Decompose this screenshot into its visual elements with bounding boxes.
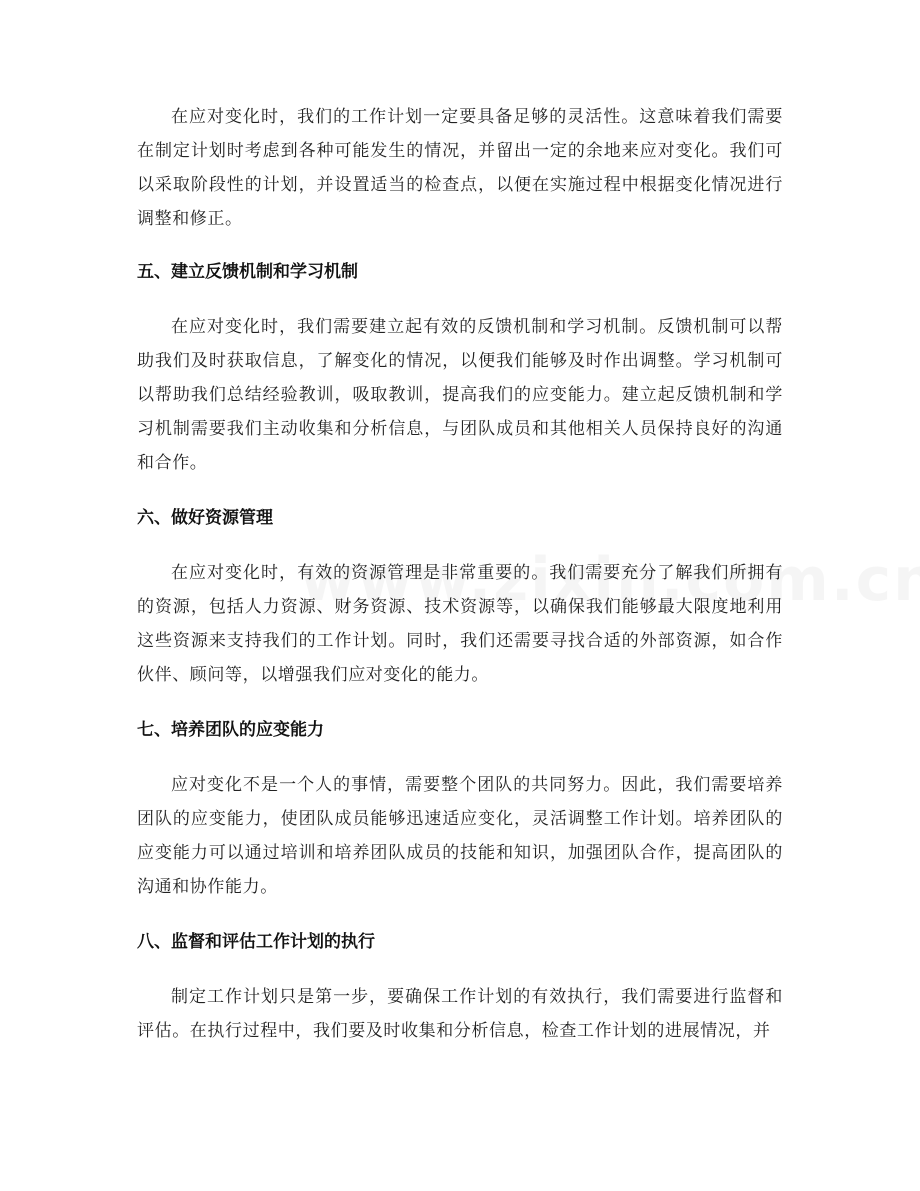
paragraph-intro: 在应对变化时，我们的工作计划一定要具备足够的灵活性。这意味着我们需要在制定计划时考虑到各种可能发生的情况，并留出一定的余地来应对变化。我们可以采取阶段性的计划，并设置适当的检查点，以便在实施过程中根据变化情况进行调整和修正。 bbox=[137, 107, 783, 229]
paragraph-section-5: 在应对变化时，我们需要建立起有效的反馈机制和学习机制。反馈机制可以帮助我们及时获取信息，了解变化的情况，以便我们能够及时作出调整。学习机制可以帮助我们总结经验教训，吸取教训，提高我们的应变能力。建立起反馈机制和学习机制需要我们主动收集和分析信息，与团队成员和其他相关人员保持良好的沟通和合作。 bbox=[137, 317, 783, 473]
heading-section-7: 七、培养团队的应变能力 bbox=[137, 720, 324, 740]
heading-section-8: 八、监督和评估工作计划的执行 bbox=[137, 932, 375, 952]
document-body bbox=[137, 100, 783, 1048]
paragraph-section-7: 应对变化不是一个人的事情，需要整个团队的共同努力。因此，我们需要培养团队的应变能力，使团队成员能够迅速适应变化，灵活调整工作计划。培养团队的应变能力可以通过培训和培养团队成员的技能和知识，加强团队合作，提高团队的沟通和协作能力。 bbox=[137, 775, 783, 897]
heading-section-6: 六、做好资源管理 bbox=[137, 508, 273, 528]
paragraph-section-8: 制定工作计划只是第一步，要确保工作计划的有效执行，我们需要进行监督和评估。在执行过程中，我们要及时收集和分析信息，检查工作计划的进展情况，并 bbox=[137, 987, 783, 1041]
paragraph-section-6: 在应对变化时，有效的资源管理是非常重要的。我们需要充分了解我们所拥有的资源，包括人力资源、财务资源、技术资源等，以确保我们能够最大限度地利用这些资源来支持我们的工作计划。同时，我们还需要寻找合适的外部资源，如合作伙伴、顾问等，以增强我们应对变化的能力。 bbox=[137, 563, 783, 685]
heading-section-5: 五、建立反馈机制和学习机制 bbox=[137, 262, 358, 282]
